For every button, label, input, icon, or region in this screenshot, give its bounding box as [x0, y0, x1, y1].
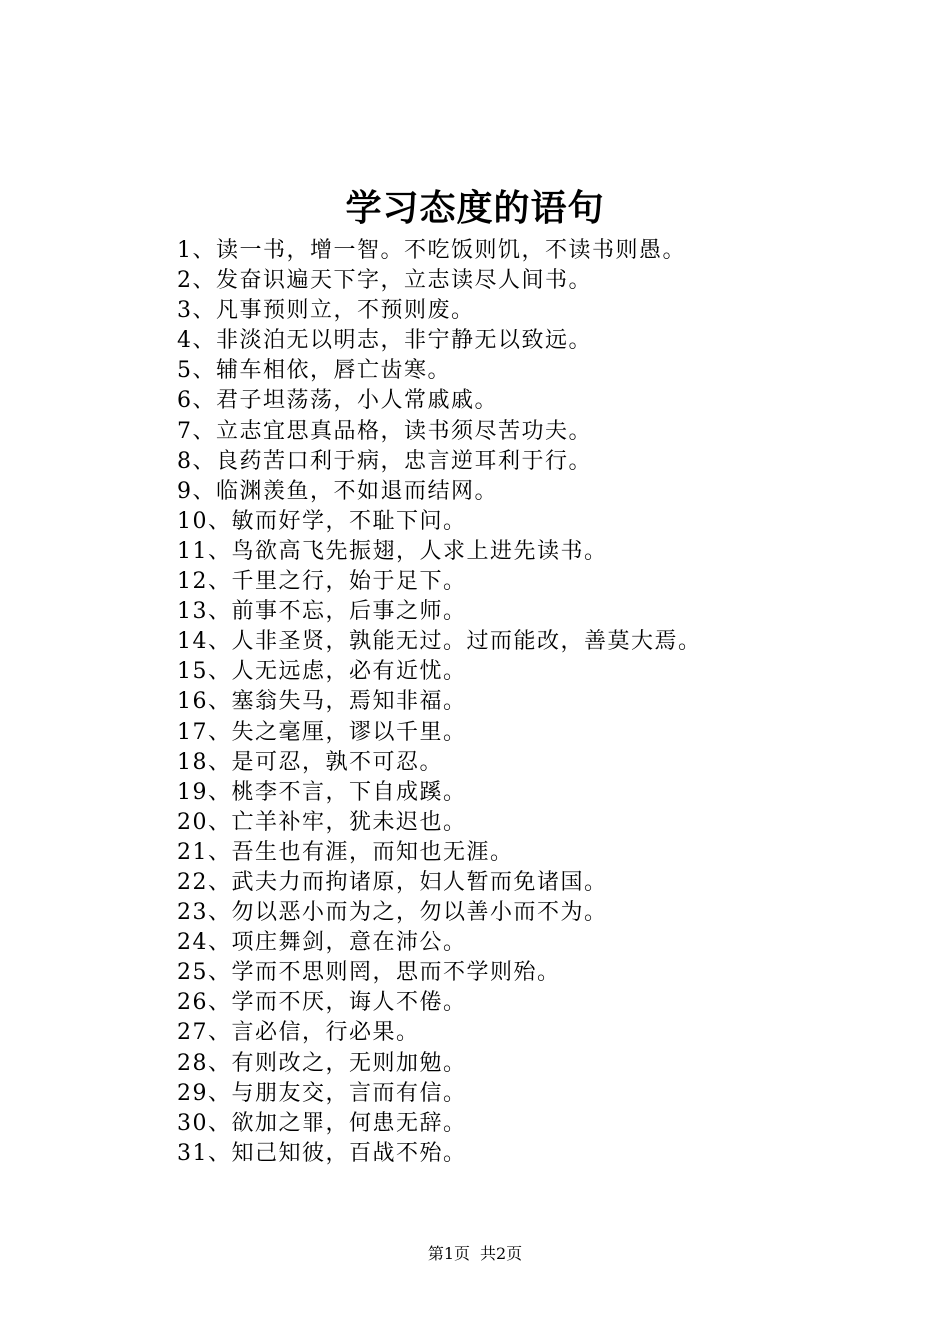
list-item: 16、塞翁失马，焉知非福。 — [177, 689, 467, 715]
list-item: 18、是可忍，孰不可忍。 — [177, 749, 443, 775]
list-item: 22、武夫力而拘诸原，妇人暂而免诸国。 — [177, 869, 608, 895]
list-item: 20、亡羊补牢，犹未迟也。 — [177, 809, 467, 835]
list-item: 19、桃李不言，下自成蹊。 — [177, 779, 467, 805]
list-item: 2、发奋识遍天下字，立志读尽人间书。 — [177, 268, 592, 294]
list-item: 23、勿以恶小而为之，勿以善小而不为。 — [177, 900, 608, 926]
list-item: 4、非淡泊无以明志，非宁静无以致远。 — [177, 328, 592, 354]
list-item: 9、临渊羡鱼，不如退而结网。 — [177, 478, 498, 504]
list-item: 1、读一书，增一智。不吃饭则饥，不读书则愚。 — [177, 238, 686, 263]
list-item: 24、项庄舞剑，意在沛公。 — [177, 930, 467, 956]
list-item: 8、良药苦口利于病，忠言逆耳利于行。 — [177, 448, 592, 474]
list-item: 7、立志宜思真品格，读书须尽苦功夫。 — [177, 418, 592, 444]
list-item: 29、与朋友交，言而有信。 — [177, 1080, 467, 1106]
list-item: 21、吾生也有涯，而知也无涯。 — [177, 839, 514, 865]
page-number-current: 第1页 — [427, 1244, 470, 1263]
page-title: 学习态度的语句 — [345, 187, 605, 229]
list-item: 5、辅车相依，唇亡齿寒。 — [177, 358, 451, 384]
list-item: 13、前事不忘，后事之师。 — [177, 599, 467, 625]
list-item: 30、欲加之罪，何患无辞。 — [177, 1110, 467, 1136]
list-item: 25、学而不思则罔，思而不学则殆。 — [177, 960, 561, 986]
list-item: 10、敏而好学，不耻下问。 — [177, 508, 467, 534]
list-item: 11、鸟欲高飞先振翅，人求上进先读书。 — [177, 538, 608, 564]
page-footer — [0, 1243, 950, 1265]
list-item: 14、人非圣贤，孰能无过。过而能改，善莫大焉。 — [177, 629, 702, 655]
list-item: 17、失之毫厘，谬以千里。 — [177, 719, 467, 745]
list-item: 15、人无远虑，必有近忧。 — [177, 659, 467, 685]
list-item: 28、有则改之，无则加勉。 — [177, 1050, 467, 1076]
list-item: 6、君子坦荡荡，小人常戚戚。 — [177, 388, 498, 414]
list-item: 31、知己知彼，百战不殆。 — [177, 1140, 467, 1166]
list-item: 27、言必信，行必果。 — [177, 1020, 420, 1046]
list-item: 3、凡事预则立，不预则废。 — [177, 298, 475, 324]
page-number-total: 共2页 — [480, 1244, 523, 1263]
list-item: 12、千里之行，始于足下。 — [177, 569, 467, 595]
sentence-list — [177, 236, 702, 1169]
list-item: 26、学而不厌，诲人不倦。 — [177, 990, 467, 1016]
